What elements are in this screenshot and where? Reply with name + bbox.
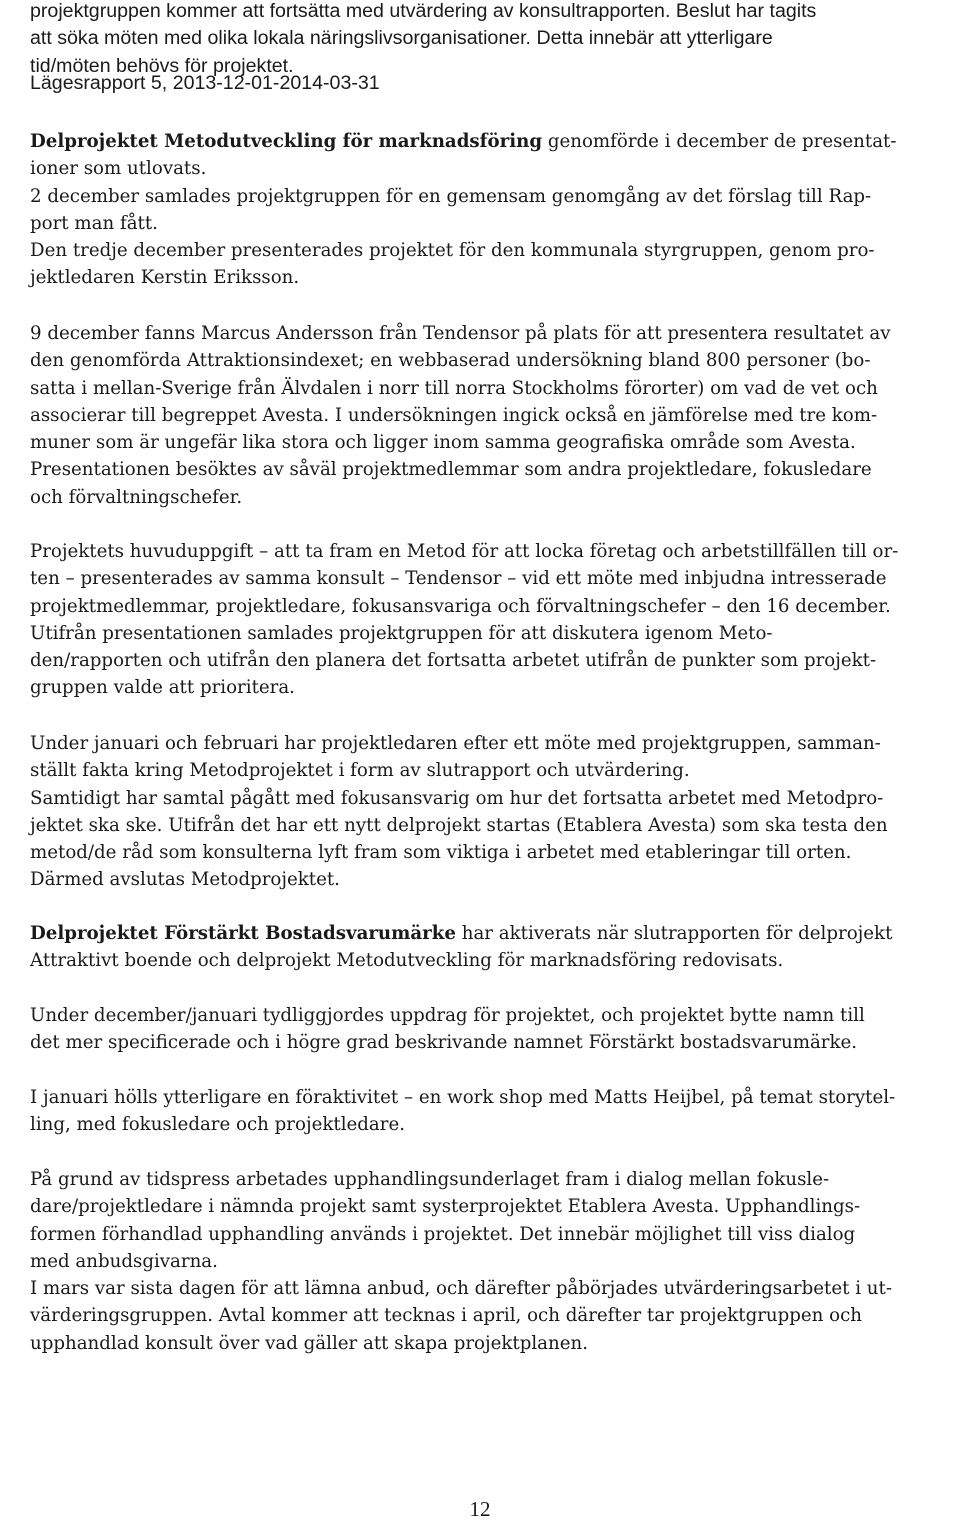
bold-lead: Delprojektet Metodutveckling för marknadsföring — [30, 131, 543, 152]
paragraph-huvuduppgift — [30, 538, 898, 702]
text-line: ioner som utlovats. — [30, 158, 207, 180]
text-line: dare/projektledare i nämnda projekt samt systerprojektet Etablera Avesta. Upphandlings- — [30, 1196, 861, 1218]
text-line: formen förhandlad upphandling används i projektet. Det innebär möjlighet till viss dialog — [30, 1223, 856, 1245]
paragraph-workshop — [30, 1084, 895, 1139]
intro-paragraph — [30, 0, 932, 80]
paragraph-bostadsvarumarke — [30, 920, 892, 975]
text-line: muner som är ungefär lika stora och ligger inom samma geografiska område som Avesta. — [30, 432, 856, 454]
text-line: tid/möten behövs för projektet. — [30, 54, 294, 77]
bold-lead: Delprojektet Förstärkt Bostadsvarumärke — [30, 923, 456, 944]
text-line: gruppen valde att prioritera. — [30, 677, 295, 699]
text-line: Utifrån presentationen samlades projektgruppen för att diskutera igenom Meto- — [30, 622, 773, 644]
text-line: har aktiverats när slutrapporten för delprojekt — [455, 923, 893, 944]
text-line: Projektets huvuduppgift – att ta fram en Metod för att locka företag och arbetstillfällen till or- — [30, 541, 899, 562]
text-line: satta i mellan-Sverige från Älvdalen i norr till norra Stockholms förorter) om vad de vet och — [30, 377, 878, 399]
text-line: Den tredje december presenterades projektet för den kommunala styrgruppen, genom pro- — [30, 240, 875, 262]
text-line: ställt fakta kring Metodprojektet i form av slutrapport och utvärdering. — [30, 760, 690, 782]
text-line: Därmed avslutas Metodprojektet. — [30, 869, 340, 891]
text-line: ling, med fokusledare och projektledare. — [30, 1114, 405, 1136]
text-line: Under januari och februari har projektledaren efter ett möte med projektgruppen, samman- — [30, 733, 881, 754]
paragraph-december-januari — [30, 1002, 865, 1057]
text-line: metod/de råd som konsulterna lyft fram som viktiga i arbetet med etableringar till orten. — [30, 842, 852, 864]
paragraph-metodutveckling — [30, 128, 897, 292]
text-line: projektgruppen kommer att fortsätta med utvärdering av konsultrapporten. Beslut har tagits — [30, 0, 817, 22]
text-line: Under december/januari tydliggjordes uppdrag för projektet, och projektet bytte namn till — [30, 1005, 865, 1026]
section-heading: Lägesrapport 5, 2013-12-01-2014-03-31 — [30, 72, 380, 94]
text-line: Attraktivt boende och delprojekt Metodutveckling för marknadsföring redovisats. — [30, 950, 784, 972]
text-line: Samtidigt har samtal pågått med fokusansvarig om hur det fortsatta arbetet med Metodpro- — [30, 787, 884, 809]
text-line: 2 december samlades projektgruppen för en gemensam genomgång av det förslag till Rap- — [30, 185, 872, 207]
text-line: ten – presenterades av samma konsult – Tendensor – vid ett möte med inbjudna intresserade — [30, 568, 887, 590]
text-line: den/rapporten och utifrån den planera det fortsatta arbetet utifrån de punkter som projekt- — [30, 650, 877, 672]
text-line: upphandlad konsult över vad gäller att skapa projektplanen. — [30, 1332, 588, 1354]
paragraph-upphandling — [30, 1166, 892, 1357]
text-line: Presentationen besöktes av såväl projektmedlemmar som andra projektledare, fokusledare — [30, 459, 872, 481]
text-line: På grund av tidspress arbetades upphandlingsunderlaget fram i dialog mellan fokusle- — [30, 1169, 830, 1190]
text-line: 9 december fanns Marcus Andersson från Tendensor på plats för att presentera resultatet av — [30, 323, 891, 344]
text-line: att söka möten med olika lokala näringslivsorganisationer. Detta innebär att ytterligare — [30, 27, 773, 50]
text-line: med anbudsgivarna. — [30, 1250, 218, 1272]
page-number: 12 — [469, 1497, 491, 1521]
text-line: I januari hölls ytterligare en föraktivitet – en work shop med Matts Heijbel, på temat storytel- — [30, 1087, 896, 1108]
paragraph-januari-februari — [30, 730, 888, 894]
text-line: värderingsgruppen. Avtal kommer att tecknas i april, och därefter tar projektgruppen och — [30, 1305, 863, 1327]
text-line: associerar till begreppet Avesta. I undersökningen ingick också en jämförelse med tre kom- — [30, 404, 878, 426]
text-line: den genomförda Attraktionsindexet; en webbaserad undersökning bland 800 personer (bo- — [30, 350, 871, 372]
text-line: jektledaren Kerstin Eriksson. — [30, 267, 300, 289]
text-line: genomförde i december de presentat- — [542, 131, 897, 152]
text-line: jektet ska ske. Utifrån det har ett nytt delprojekt startas (Etablera Avesta) som ska testa den — [30, 814, 888, 836]
text-line: I mars var sista dagen för att lämna anbud, och därefter påbörjades utvärderingsarbetet i ut- — [30, 1278, 892, 1300]
text-line: och förvaltningschefer. — [30, 486, 243, 508]
text-line: projektmedlemmar, projektledare, fokusansvariga och förvaltningschefer – den 16 december. — [30, 595, 891, 617]
text-line: det mer specificerade och i högre grad beskrivande namnet Förstärkt bostadsvarumärke. — [30, 1032, 858, 1054]
paragraph-tendensor — [30, 320, 890, 511]
text-line: port man fått. — [30, 212, 158, 234]
